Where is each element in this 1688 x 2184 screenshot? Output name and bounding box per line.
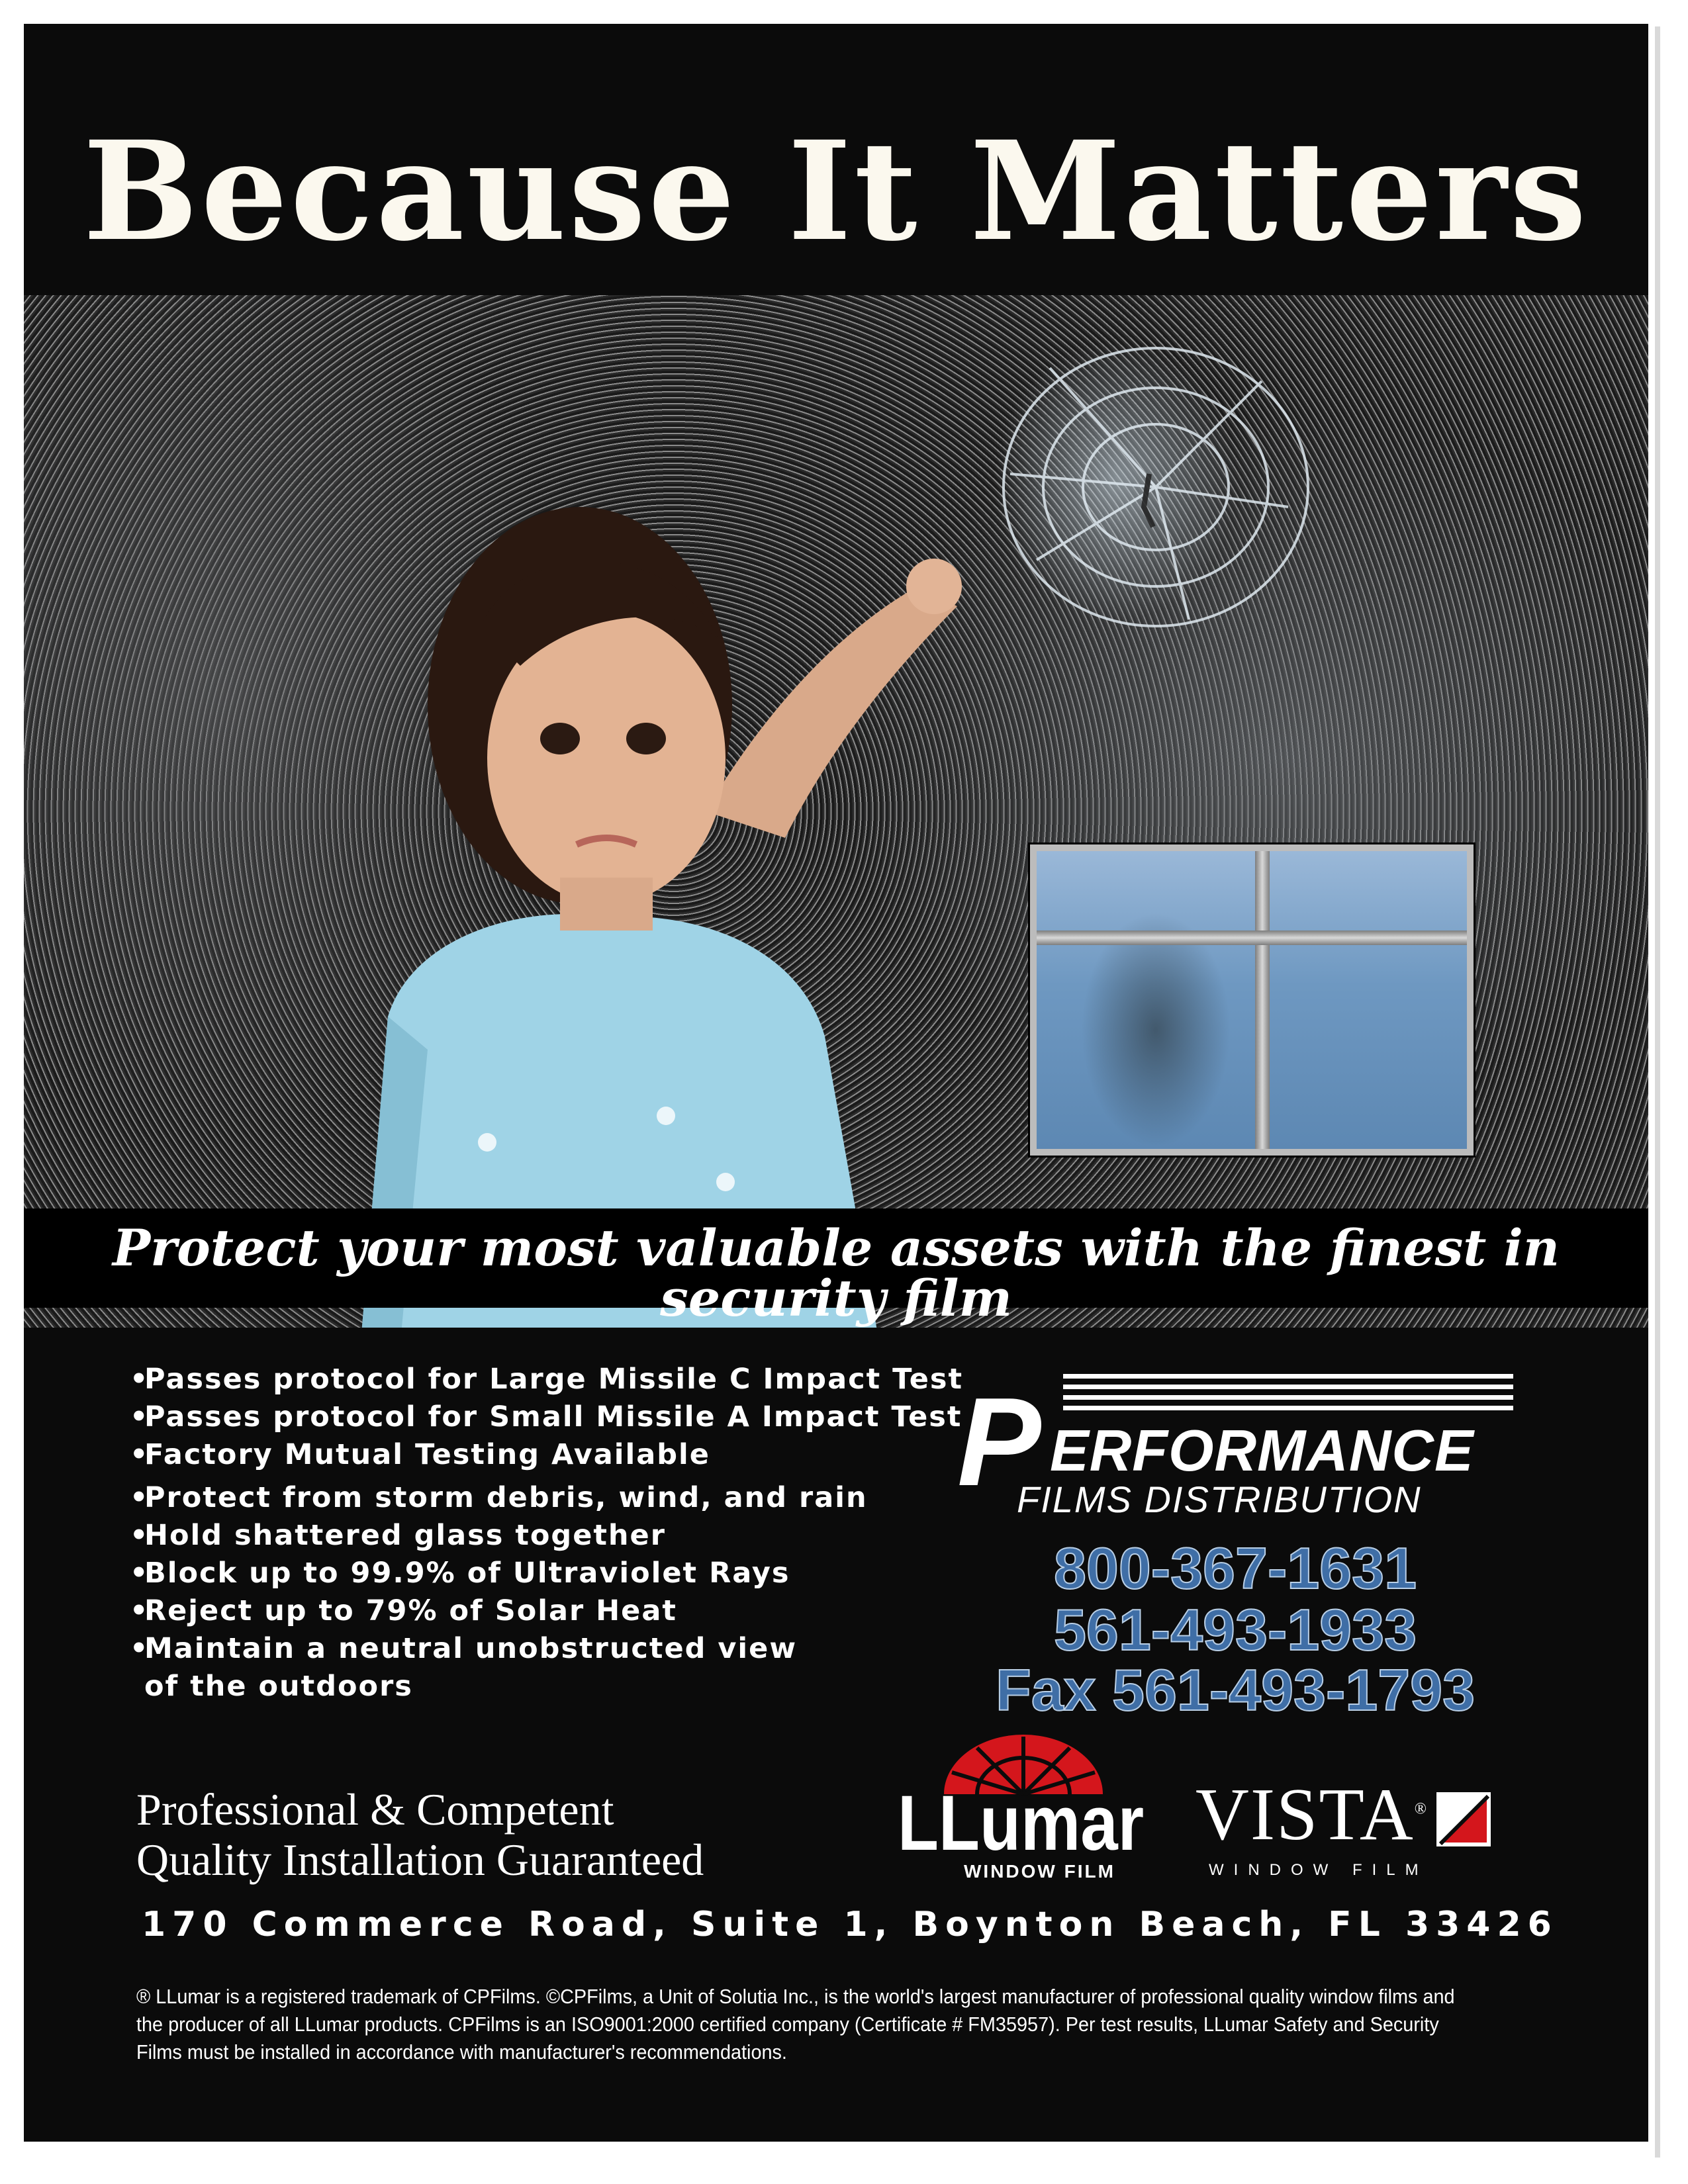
llumar-wordmark: LLumar — [898, 1780, 1145, 1867]
page-edge — [1655, 26, 1660, 2158]
flyer — [24, 24, 1648, 2142]
vista-mark-icon — [1434, 1790, 1493, 1849]
logo-speed-stripes — [1063, 1374, 1513, 1416]
vista-subtitle: WINDOW FILM — [1209, 1861, 1429, 1879]
window-mullion-vertical — [1255, 851, 1270, 1149]
list-item: •Maintain a neutral unobstructed view — [130, 1632, 798, 1665]
glass-impact-crack — [970, 308, 1341, 653]
guarantee-line-2: Quality Installation Guaranteed — [136, 1835, 704, 1885]
list-item: •Hold shattered glass together — [130, 1519, 666, 1552]
vista-logo — [1196, 1764, 1500, 1884]
list-item: •Protect from storm debris, wind, and rain — [130, 1481, 868, 1514]
headline: Because It Matters — [83, 111, 1589, 271]
installation-guarantee — [136, 1784, 704, 1885]
logo-subtitle: FILMS DISTRIBUTION — [1017, 1479, 1422, 1520]
list-item: •Factory Mutual Testing Available — [130, 1438, 710, 1471]
window-mullion-horizontal — [1037, 931, 1467, 945]
child-figure — [322, 388, 984, 1328]
guarantee-line-1: Professional & Competent — [136, 1784, 614, 1835]
list-item: •Reject up to 79% of Solar Heat — [130, 1594, 677, 1627]
shattered-glass-photo — [24, 295, 1648, 1328]
fax-number: Fax 561-493-1793 — [995, 1657, 1476, 1723]
business-address: 170 Commerce Road, Suite 1, Boynton Beach, FL 33426 — [142, 1905, 1558, 1944]
vista-wordmark: VISTA® — [1196, 1774, 1429, 1856]
phone-local: 561-493-1933 — [1053, 1597, 1417, 1662]
storm-window-inset — [1030, 844, 1474, 1156]
logo-word: ERFORMANCE — [1050, 1418, 1474, 1483]
performance-films-logo — [951, 1374, 1546, 1526]
trademark-disclaimer: ® LLumar is a registered trademark of CPFilms. ©CPFilms, a Unit of Solutia Inc., is the world's largest manufacturer of professional quality window films and the producer of all LLumar products. CPFilms is an ISO9001:2000 certified company (Certificate # FM35957). Per test results, LLumar Safety and Security Films must be installed in accordance with manufacturer's recommendations. — [136, 1985, 1455, 2064]
feature-list — [130, 1361, 990, 1706]
llumar-subtitle: WINDOW FILM — [964, 1861, 1115, 1882]
phone-toll-free: 800-367-1631 — [1053, 1535, 1417, 1601]
llumar-logo — [884, 1731, 1162, 1884]
tagline: Protect your most valuable assets with the finest in security film — [112, 1218, 1560, 1328]
list-item: •Block up to 99.9% of Ultraviolet Rays — [130, 1557, 790, 1590]
list-item: •Passes protocol for Large Missile C Impact Test — [130, 1363, 964, 1396]
list-item-continuation: of the outdoors — [144, 1670, 413, 1703]
logo-initial: P — [957, 1372, 1041, 1512]
list-item: •Passes protocol for Small Missile A Impact Test — [130, 1400, 962, 1433]
